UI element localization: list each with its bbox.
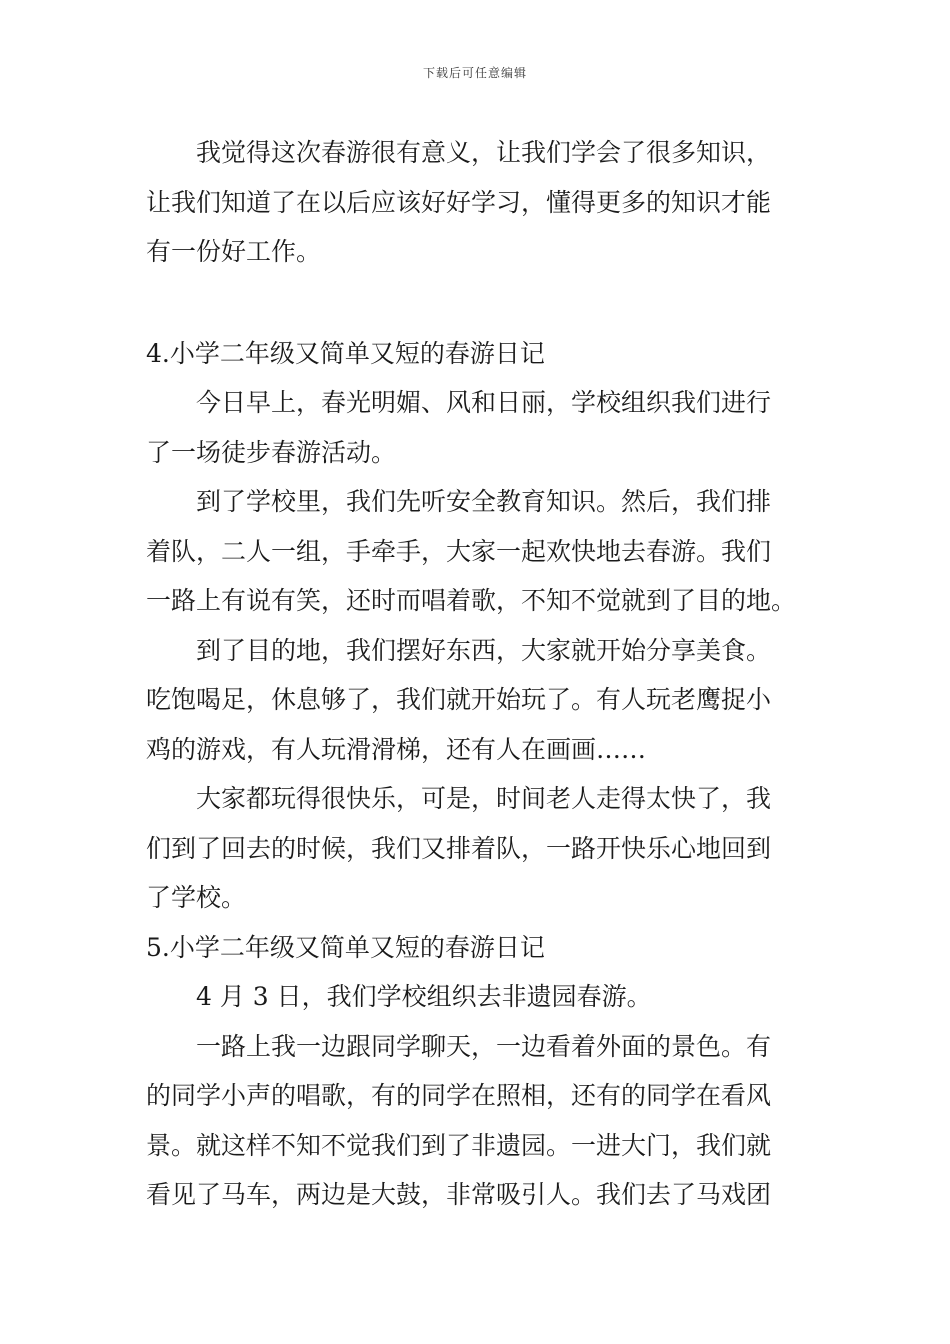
section-heading: 4.小学二年级又简单又短的春游日记	[146, 338, 545, 368]
paragraph-line: 一路上有说有笑，还时而唱着歌，不知不觉就到了目的地。	[146, 586, 797, 615]
paragraph-line: 鸡的游戏，有人玩滑滑梯，还有人在画画……	[146, 734, 647, 764]
paragraph-line: 到了学校里，我们先听安全教育知识。然后，我们排	[196, 487, 772, 516]
paragraph-line: 景。就这样不知不觉我们到了非遗园。一进大门，我们就	[146, 1130, 772, 1160]
paragraph-line: 了一场徒步春游活动。	[146, 437, 397, 467]
paragraph-line: 一路上我一边跟同学聊天，一边看着外面的景色。有	[196, 1031, 772, 1061]
paragraph-line: 有一份好工作。	[146, 237, 322, 266]
section-heading: 5.小学二年级又简单又短的春游日记	[146, 932, 545, 962]
paragraph-line: 了学校。	[146, 883, 247, 912]
paragraph-line: 4 月 3 日，我们学校组织去非遗园春游。	[196, 982, 652, 1011]
paragraph-line: 大家都玩得很快乐，可是，时间老人走得太快了，我	[196, 784, 772, 813]
paragraph-line: 们到了回去的时候，我们又排着队，一路开快乐心地回到	[146, 833, 772, 863]
paragraph-line: 着队，二人一组，手牵手，大家一起欢快地去春游。我们	[146, 536, 772, 566]
paragraph-line: 看见了马车，两边是大鼓，非常吸引人。我们去了马戏团	[146, 1180, 772, 1209]
paragraph-line: 我觉得这次春游很有意义，让我们学会了很多知识，	[196, 138, 772, 167]
paragraph-line: 今日早上，春光明媚、风和日丽，学校组织我们进行	[196, 388, 772, 417]
document-body	[146, 128, 806, 1220]
paragraph-line: 吃饱喝足，休息够了，我们就开始玩了。有人玩老鹰捉小	[146, 685, 772, 714]
page-header: 下载后可任意编辑	[422, 66, 527, 80]
paragraph-line: 的同学小声的唱歌，有的同学在照相，还有的同学在看风	[146, 1081, 772, 1110]
section-gap	[146, 277, 806, 329]
paragraph-line: 让我们知道了在以后应该好好学习，懂得更多的知识才能	[146, 187, 772, 217]
paragraph-line: 到了目的地，我们摆好东西，大家就开始分享美食。	[196, 635, 772, 665]
